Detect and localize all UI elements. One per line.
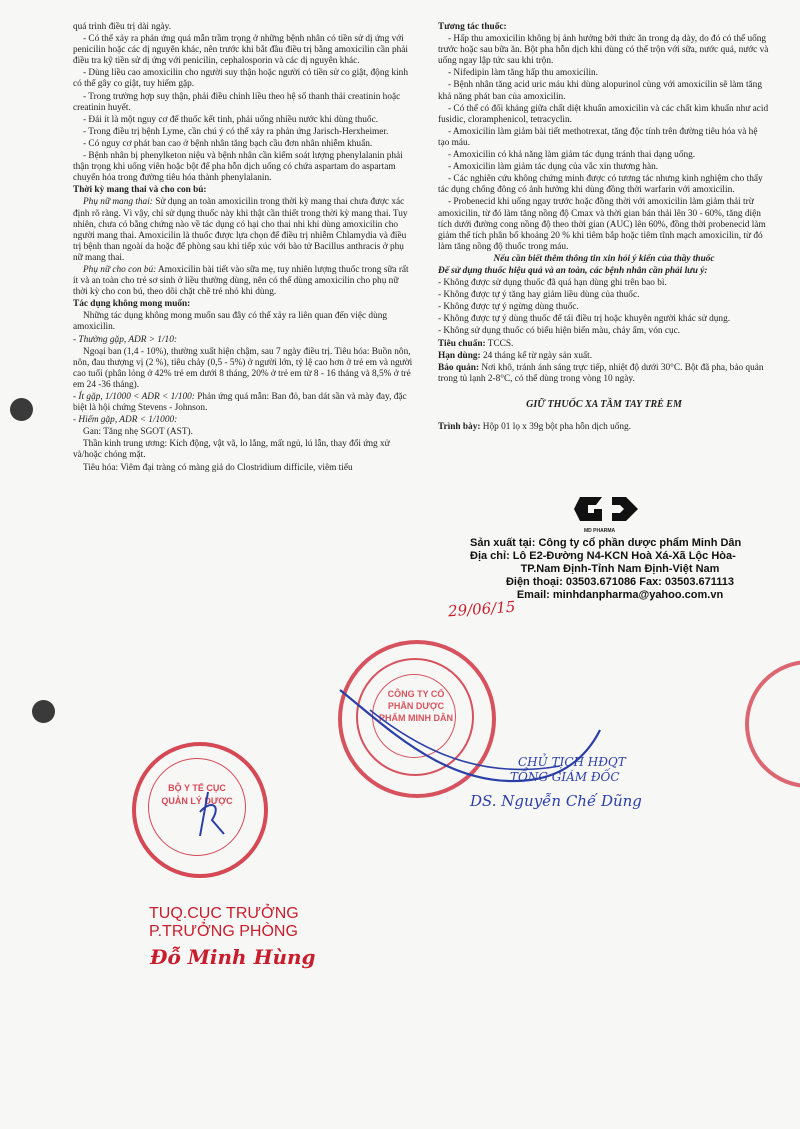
pregnant-text: Sử dụng an toàn amoxicilin trong thời kỳ mang thai chưa được xác định rõ ràng. Vì vậy, chỉ sử dụng thuốc này khi thật cần thiết trong thời kỳ mang thai. Tuy nhiên, chưa có bằng chứng nào về tác dụng có hại cho thai nhi khi dùng amoxicilin cho người mang thai. Amoxicilin là thuốc được lựa chọn để điều trị nhiễm Chlamydia và điều trị bệnh than ngoài da hoặc để phòng sau khi tiếp xúc với bào tử Bacillus anthracis ở phụ nữ mang thai. <box>73 197 408 263</box>
rare-line: Thần kinh trung ương: Kích động, vật vã, lo lắng, mất ngủ, lú lẫn, thay đổi ứng xử và/hoặc chóng mặt. <box>73 439 390 461</box>
pregnant-label: Phụ nữ mang thai: <box>83 197 153 208</box>
address-value: Lô E2-Đường N4-KCN Hoà Xá-Xã Lộc Hòa- <box>512 550 736 562</box>
side-effects-heading: Tác dụng không mong muốn: <box>73 299 191 310</box>
safe-use-item: - Không được tự ý ngừng dùng thuốc. <box>438 302 579 313</box>
phone-fax-line: Điện thoại: 03503.671086 Fax: 03503.671113 <box>505 576 735 588</box>
expiry-label: Hạn dùng: <box>438 350 481 361</box>
interaction-item: - Amoxicilin làm giảm bài tiết methotrexat, tăng độc tính trên đường tiêu hóa và hệ tạo máu. <box>438 126 758 148</box>
email-line <box>470 589 770 602</box>
standard-label: Tiêu chuẩn: <box>438 338 486 349</box>
company-signer-title-2: TỔNG GIÁM ĐỐC <box>510 770 620 784</box>
text-line: - Bệnh nhân bị phenylketon niệu và bệnh nhân cần kiểm soát lượng phenylalanin phải thận trọng khi uống viên hoặc bột để pha hỗn dịch uống có chứa aspartam do aspartam chuyển hóa trong đường tiêu hóa thành phenylalanin. <box>73 151 403 184</box>
safe-use-item: - Không được sử dụng thuốc đã quá hạn dùng ghi trên bao bì. <box>438 278 667 289</box>
edge-stamp <box>745 660 800 788</box>
storage-value: Nơi khô, tránh ánh sáng trực tiếp, nhiệt độ dưới 30°C. Bột đã pha, bảo quản trong tủ lạnh 2-8°C, có thể dùng trong vòng 10 ngày. <box>438 362 764 384</box>
safe-use-item: - Không sử dụng thuốc có biểu hiện biến màu, chảy ẩm, vón cục. <box>438 326 681 337</box>
interaction-heading: Tương tác thuốc: <box>438 22 507 32</box>
uncommon-text: Phản ứng quá mẫn: Ban đỏ, ban dát sần và mày đay, đặc biệt là hội chứng Stevens - Johnson. <box>73 392 407 414</box>
nursing-label: Phụ nữ cho con bú: <box>83 264 157 275</box>
authority-title-2: P.TRƯỞNG PHÒNG <box>149 923 298 940</box>
address-label: Địa chỉ: <box>470 550 510 562</box>
nursing-paragraph <box>73 265 413 298</box>
right-column <box>438 22 770 434</box>
left-column <box>73 22 413 475</box>
uncommon-paragraph <box>73 392 413 414</box>
text-line: - Trong điều trị bệnh Lyme, cần chú ý có thể xảy ra phản ứng Jarisch-Herxheimer. <box>83 126 389 137</box>
md-pharma-logo-icon <box>572 493 642 525</box>
logo-caption: MD PHARMA <box>584 528 616 534</box>
authority-title-1: TUQ.CỤC TRƯỞNG <box>149 905 299 922</box>
interaction-item: - Probenecid khi uống ngay trước hoặc đồng thời với amoxicilin làm giảm thải trừ amoxicilin, từ đó làm tăng nồng độ Cmax và thời gian bán thải lên 30 - 60%, tăng diện tích dưới đường cong nồng độ theo thời gian (AUC) lên 60%, đồng thời probenecid làm giảm thể tích phân bố khoảng 20 % khi tiêm bắp hoặc tiêm tĩnh mạch amoxicilin, từ đó làm tăng nồng độ thuốc trong máu. <box>438 197 766 252</box>
safe-use-item: - Không được tự ý tăng hay giảm liều dùng của thuốc. <box>438 290 640 301</box>
company-stamp-text: CÔNG TY CỔ PHẦN DƯỢC PHẨM MINH DÂN <box>379 689 453 723</box>
interaction-item: - Amoxicilin làm giảm tác dụng của vắc xin thương hàn. <box>448 162 659 173</box>
common-text: Ngoại ban (1,4 - 10%), thường xuất hiện chậm, sau 7 ngày điều trị. Tiêu hóa: Buồn nôn, nôn, đau thượng vị (2 %), tiêu chảy (0,5 - 5%) ở người lớn, tỷ lệ cao hơn ở trẻ em và người cao tuổi (phân lỏng ở 42% trẻ em dưới 8 tháng, 20% ở trẻ em từ 8 - 16 tháng và 8,5% ở trẻ em 24 -36 tháng). <box>73 346 413 390</box>
company-signer-name: DS. Nguyễn Chế Dũng <box>470 792 642 810</box>
keep-away-warning: GIỮ THUỐC XA TẦM TAY TRẺ EM <box>526 398 682 410</box>
made-label: Sản xuất tại: <box>470 537 536 549</box>
expiry-line <box>438 351 770 362</box>
interaction-item: - Bệnh nhân tăng acid uric máu khi dùng alopurinol cùng với amoxicilin sẽ làm tăng khả năng phát ban của amoxicilin. <box>438 80 762 102</box>
text-line: - Có nguy cơ phát ban cao ở bệnh nhân tăng bạch cầu đơn nhân nhiễm khuẩn. <box>83 138 373 149</box>
authority-stamp-text: BỘ Y TẾ CỤC QUẢN LÝ DƯỢC <box>161 783 233 806</box>
rare-line: Tiêu hóa: Viêm đại tràng có màng giả do Clostridium difficile, viêm tiểu <box>83 462 353 473</box>
interaction-item: - Nifedipin làm tăng hấp thu amoxicilin. <box>448 68 599 79</box>
side-effects-intro: Những tác dụng không mong muốn sau đây có thể xảy ra liên quan đến việc dùng amoxicilin. <box>73 311 388 333</box>
interaction-item: - Các nghiên cứu không chứng minh được có tương tác nhưng kinh nghiệm cho thấy tác dụng chống đông có ảnh hưởng khi dùng đồng thời warfarin với amoxicilin. <box>438 174 763 196</box>
pregnant-paragraph <box>73 197 413 264</box>
text-line: - Có thể xảy ra phản ứng quá mẫn trầm trọng ở những bệnh nhân có tiền sử dị ứng với penicilin hoặc các dị nguyên khác, nên trước khi bắt đầu điều trị bằng amoxicilin cần phải điều tra kỹ tiền sử dị ứng với penicilin, cephalosporin và các dị nguyên khác. <box>73 34 408 67</box>
company-info <box>470 537 770 602</box>
rare-label: - Hiếm gặp, ADR < 1/1000: <box>73 415 178 426</box>
standard-line <box>438 339 770 350</box>
text-line: - Trong trường hợp suy thận, phải điều chỉnh liều theo hệ số thanh thải creatinin hoặc creatinin huyết. <box>73 91 401 113</box>
text-line: - Đái ít là một nguy cơ để thuốc kết tinh, phải uống nhiều nước khi dùng thuốc. <box>83 114 379 125</box>
safe-use-heading: Để sử dụng thuốc hiệu quả và an toàn, các bệnh nhân cần phải lưu ý: <box>438 265 708 276</box>
standard-value: TCCS. <box>487 338 514 349</box>
presentation-value: Hộp 01 lọ x 39g bột pha hỗn dịch uống. <box>482 422 632 432</box>
email-label: Email: <box>516 589 550 601</box>
md-pharma-logo <box>572 493 642 533</box>
interaction-item: - Amoxicilin có khả năng làm giảm tác dụng tránh thai dạng uống. <box>448 150 696 161</box>
advice-line: Nếu cần biết thêm thông tin xin hỏi ý kiến của thầy thuốc <box>493 253 715 264</box>
authority-signature-scribble <box>190 790 230 840</box>
storage-line <box>438 363 770 385</box>
uncommon-label: - Ít gặp, 1/1000 < ADR < 1/100: <box>73 392 195 402</box>
pregnancy-heading: Thời kỳ mang thai và cho con bú: <box>73 185 207 196</box>
punch-hole-top <box>10 398 33 421</box>
text-line: quá trình điều trị dài ngày. <box>73 22 172 32</box>
company-signer-title-1: CHỦ TỊCH HĐQT <box>518 755 626 769</box>
email-value: minhdanpharma@yahoo.com.vn <box>552 589 724 601</box>
interaction-item: - Hấp thu amoxicilin không bị ảnh hưởng bởi thức ăn trong dạ dày, do đó có thể uống trước hoặc sau bữa ăn. Bột pha hỗn dịch khi dùng có thể trộn với sữa, nước quả, nước và uống ngay lập tức sau khi trộn. <box>438 34 769 67</box>
address-line <box>470 550 770 563</box>
punch-hole-bottom <box>32 700 55 723</box>
address-line-2: TP.Nam Định-Tỉnh Nam Định-Việt Nam <box>520 563 720 575</box>
common-label: - Thường gặp, ADR > 1/10: <box>73 334 177 345</box>
interaction-item: - Có thể có đối kháng giữa chất diệt khuẩn amoxicilin và các chất kìm khuẩn như acid fusidic, cloramphenicol, tetracyclin. <box>438 103 769 125</box>
made-value: Công ty cổ phần dược phẩm Minh Dân <box>538 537 742 549</box>
made-at-line <box>470 537 770 550</box>
text-line: - Dùng liều cao amoxicilin cho người suy thận hoặc người có tiền sử co giật, động kinh có thể gây co giật, tuy hiếm gặp. <box>73 68 408 90</box>
storage-label: Bảo quản: <box>438 362 480 373</box>
nursing-text: Amoxicilin bài tiết vào sữa mẹ, tuy nhiên lượng thuốc trong sữa rất ít và an toàn cho trẻ sơ sinh ở liều thường dùng, nên có thể dùng amoxicilin cho phụ nữ thời kỳ cho con bú, theo dõi chặt chẽ trẻ nhỏ khi dùng. <box>73 264 409 298</box>
presentation-label: Trình bày: <box>438 422 481 432</box>
authority-name: Đỗ Minh Hùng <box>150 945 316 969</box>
presentation-line <box>438 422 770 433</box>
safe-use-item: - Không được tự ý dùng thuốc để tái điều trị hoặc khuyên người khác sử dụng. <box>438 314 731 325</box>
expiry-value: 24 tháng kể từ ngày sản xuất. <box>482 350 593 361</box>
handwritten-date: 29/06/15 <box>447 597 516 621</box>
rare-line: Gan: Tăng nhẹ SGOT (AST). <box>83 427 193 438</box>
